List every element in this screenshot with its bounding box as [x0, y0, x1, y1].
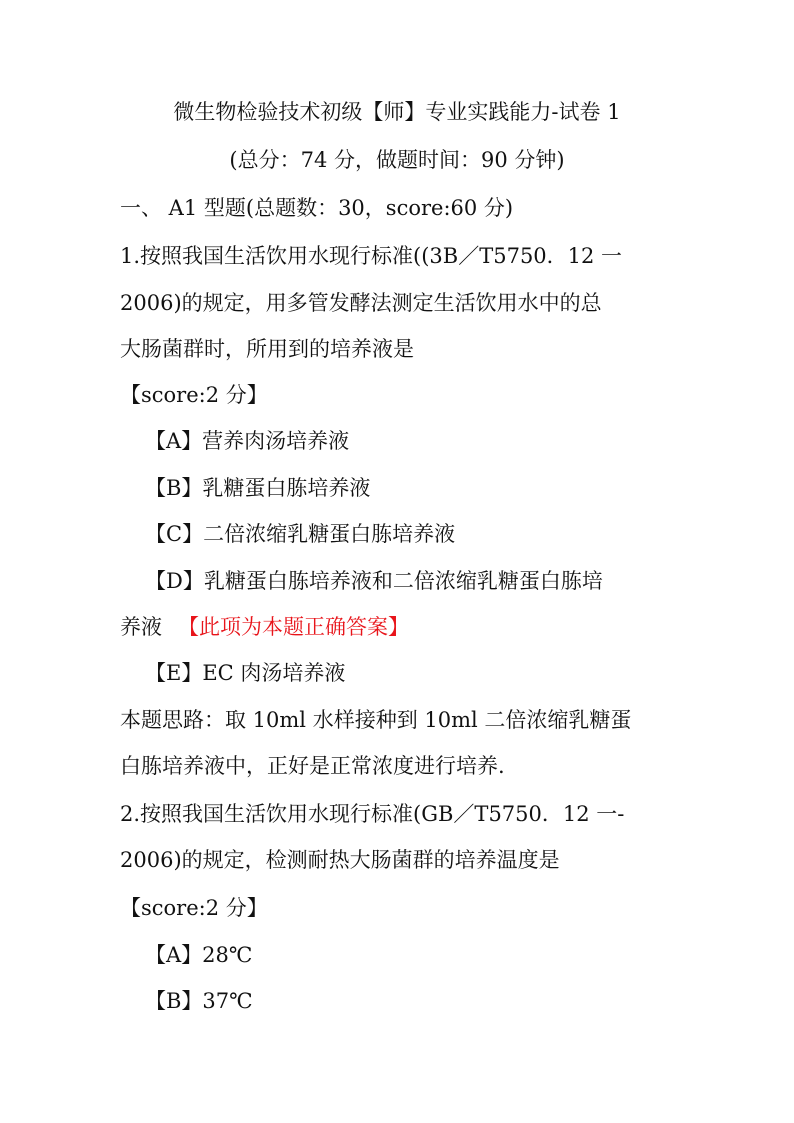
question-1-option-e: 【E】EC 肉汤培养液: [145, 661, 346, 685]
question-1-score: 【score:2 分】: [120, 383, 268, 407]
document-title: 微生物检验技术初级【师】专业实践能力-试卷 1: [173, 100, 621, 124]
question-2-stem-line-2: 2006)的规定，检测耐热大肠菌群的培养温度是: [120, 848, 560, 872]
question-2-option-a: 【A】28℃: [145, 943, 253, 967]
question-1-option-b: 【B】乳糖蛋白胨培养液: [145, 476, 371, 500]
question-1-option-d: 【D】乳糖蛋白胨培养液和二倍浓缩乳糖蛋白胨培: [145, 569, 603, 593]
option-d-continuation-text: 养液: [120, 615, 162, 639]
document-subtitle: (总分：74 分，做题时间：90 分钟): [229, 148, 565, 172]
section-heading: 一、 A1 型题(总题数：30，score:60 分): [120, 196, 514, 220]
question-1-stem-line-1: 1.按照我国生活饮用水现行标准((3B／T5750．12 一: [120, 244, 623, 268]
question-1-option-c: 【C】二倍浓缩乳糖蛋白胨培养液: [145, 522, 456, 546]
question-1-stem-line-2: 2006)的规定，用多管发酵法测定生活饮用水中的总: [120, 291, 602, 315]
correct-answer-marker: 【此项为本题正确答案】: [178, 615, 409, 639]
question-1-option-d-continuation: [120, 613, 409, 641]
question-1-stem-line-3: 大肠菌群时，所用到的培养液是: [120, 337, 414, 361]
question-1-explanation-line-1: 本题思路：取 10ml 水样接种到 10ml 二倍浓缩乳糖蛋: [120, 708, 632, 732]
question-1-explanation-line-2: 白胨培养液中，正好是正常浓度进行培养.: [120, 754, 505, 778]
question-2-score: 【score:2 分】: [120, 896, 268, 920]
question-2-stem-line-1: 2.按照我国生活饮用水现行标准(GB／T5750．12 一-: [120, 802, 625, 826]
question-2-option-b: 【B】37℃: [145, 989, 253, 1013]
question-1-option-a: 【A】营养肉汤培养液: [145, 429, 350, 453]
